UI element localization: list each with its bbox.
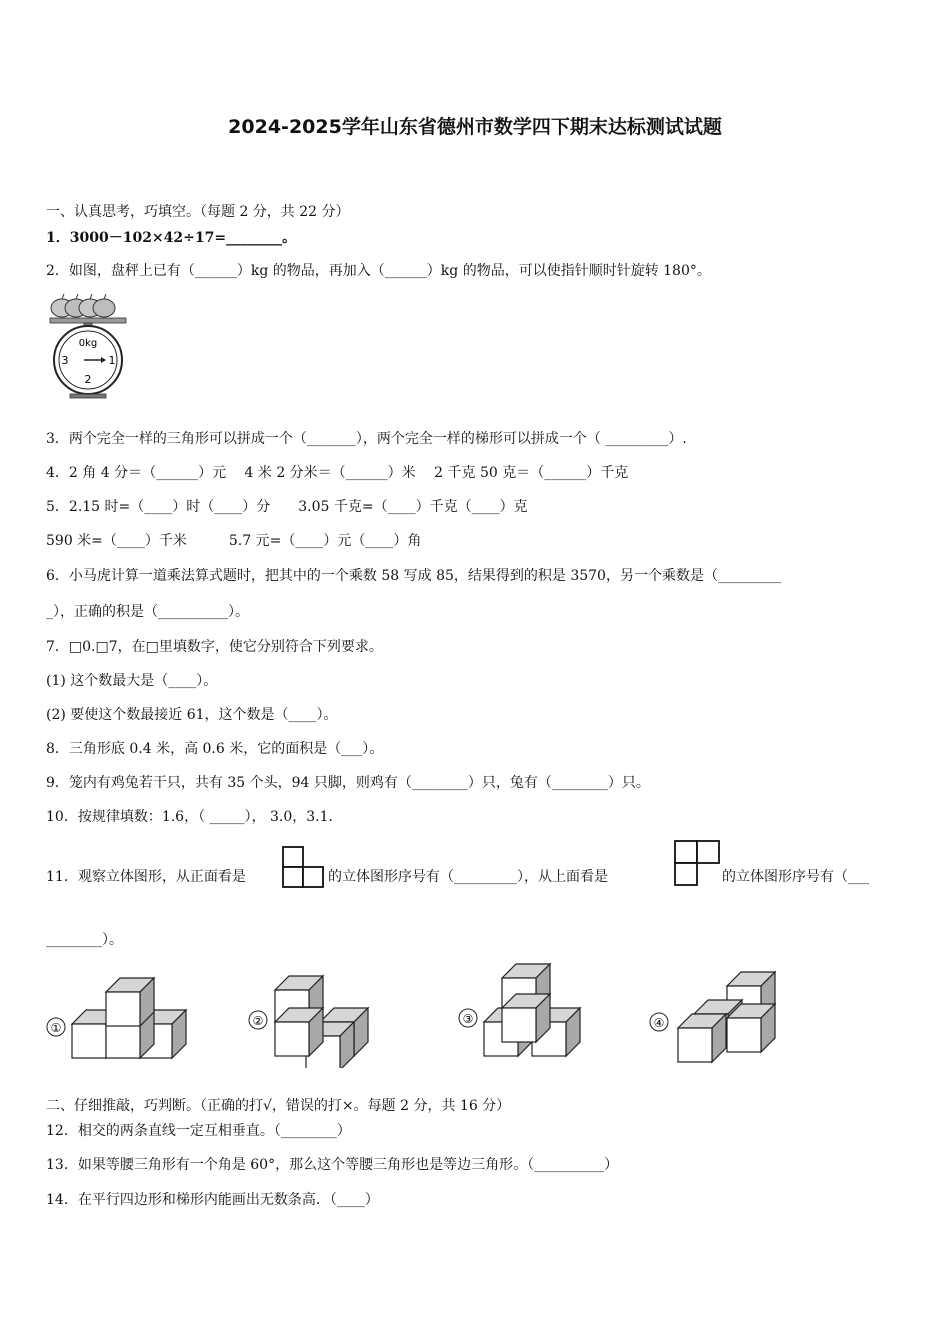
question-8: 8．三角形底 0.4 米，高 0.6 米，它的面积是（___）。 xyxy=(46,741,384,757)
scale-unit: 0kg xyxy=(78,338,98,349)
question-5b: 590 米=（____）千米 5.7 元=（____）元（____）角 xyxy=(46,533,422,549)
scale-pan xyxy=(50,318,126,323)
scale-left-mark: 3 xyxy=(61,354,69,367)
question-7-part1: (1) 这个数最大是（____）。 xyxy=(46,673,218,689)
question-11a: 11．观察立体图形，从正面看是 xyxy=(46,869,246,885)
scale-bottom-mark: 2 xyxy=(84,373,92,386)
apples xyxy=(51,294,115,317)
question-7-part2: (2) 要使这个数最接近 61，这个数是（____）。 xyxy=(46,707,338,723)
front-view-figure xyxy=(282,846,326,888)
question-11b: 的立体图形序号有（_________），从上面看是 xyxy=(328,869,608,885)
question-13: 13．如果等腰三角形有一个角是 60°，那么这个等腰三角形也是等边三角形。（__________） xyxy=(46,1157,619,1173)
question-5a: 5．2.15 时=（____）时（____）分 3.05 千克=（____）千克（____）克 xyxy=(46,499,528,515)
question-11c: 的立体图形序号有（___ xyxy=(722,869,869,885)
question-10: 10．按规律填数：1.6，（ _____）， 3.0，3.1． xyxy=(46,809,343,825)
scale-right-mark: 1 xyxy=(108,354,116,367)
solid-figures xyxy=(44,958,804,1068)
figure-1-label: ① xyxy=(50,1021,62,1035)
figure-2-label: ② xyxy=(252,1014,264,1028)
section1-heading: 一、认真思考，巧填空。（每题 2 分，共 22 分） xyxy=(46,204,350,220)
solid-figure-2 xyxy=(249,976,368,1068)
question-1: 1．3000－102×42÷17=________。 xyxy=(46,230,297,246)
question-11d: ________）。 xyxy=(46,932,123,948)
figure-4-label: ④ xyxy=(653,1016,665,1030)
solid-figure-3 xyxy=(459,964,580,1056)
solid-figure-1 xyxy=(47,978,186,1058)
question-6b: _），正确的积是（__________）。 xyxy=(46,604,249,620)
solid-figure-4 xyxy=(650,972,775,1062)
figure-3-label: ③ xyxy=(462,1012,474,1026)
question-9: 9．笼内有鸡兔若干只，共有 35 个头，94 只脚，则鸡有（________）只，兔有（________）只。 xyxy=(46,775,650,791)
page-title: 2024-2025学年山东省德州市数学四下期末达标测试试题 xyxy=(228,116,722,138)
question-7: 7．□0.□7，在□里填数字，使它分别符合下列要求。 xyxy=(46,639,383,655)
question-3: 3．两个完全一样的三角形可以拼成一个（_______），两个完全一样的梯形可以拼成一个（ _________）. xyxy=(46,431,687,447)
question-4: 4．2 角 4 分＝（______）元 4 米 2 分米＝（______）米 2 千克 50 克＝（______）千克 xyxy=(46,465,629,481)
section2-heading: 二、仔细推敲，巧判断。（正确的打√，错误的打×。每题 2 分，共 16 分） xyxy=(46,1098,511,1114)
scale-figure xyxy=(46,290,130,402)
question-12: 12．相交的两条直线一定互相垂直。（________） xyxy=(46,1123,351,1139)
question-6a: 6．小马虎计算一道乘法算式题时，把其中的一个乘数 58 写成 85，结果得到的积是 3570，另一个乘数是（_________ xyxy=(46,568,781,584)
top-view-figure xyxy=(674,840,722,888)
question-14: 14．在平行四边形和梯形内能画出无数条高．（____） xyxy=(46,1192,379,1208)
question-2: 2．如图，盘秤上已有（______）kg 的物品，再加入（______）kg 的物品，可以使指针顺时针旋转 180°。 xyxy=(46,263,711,279)
